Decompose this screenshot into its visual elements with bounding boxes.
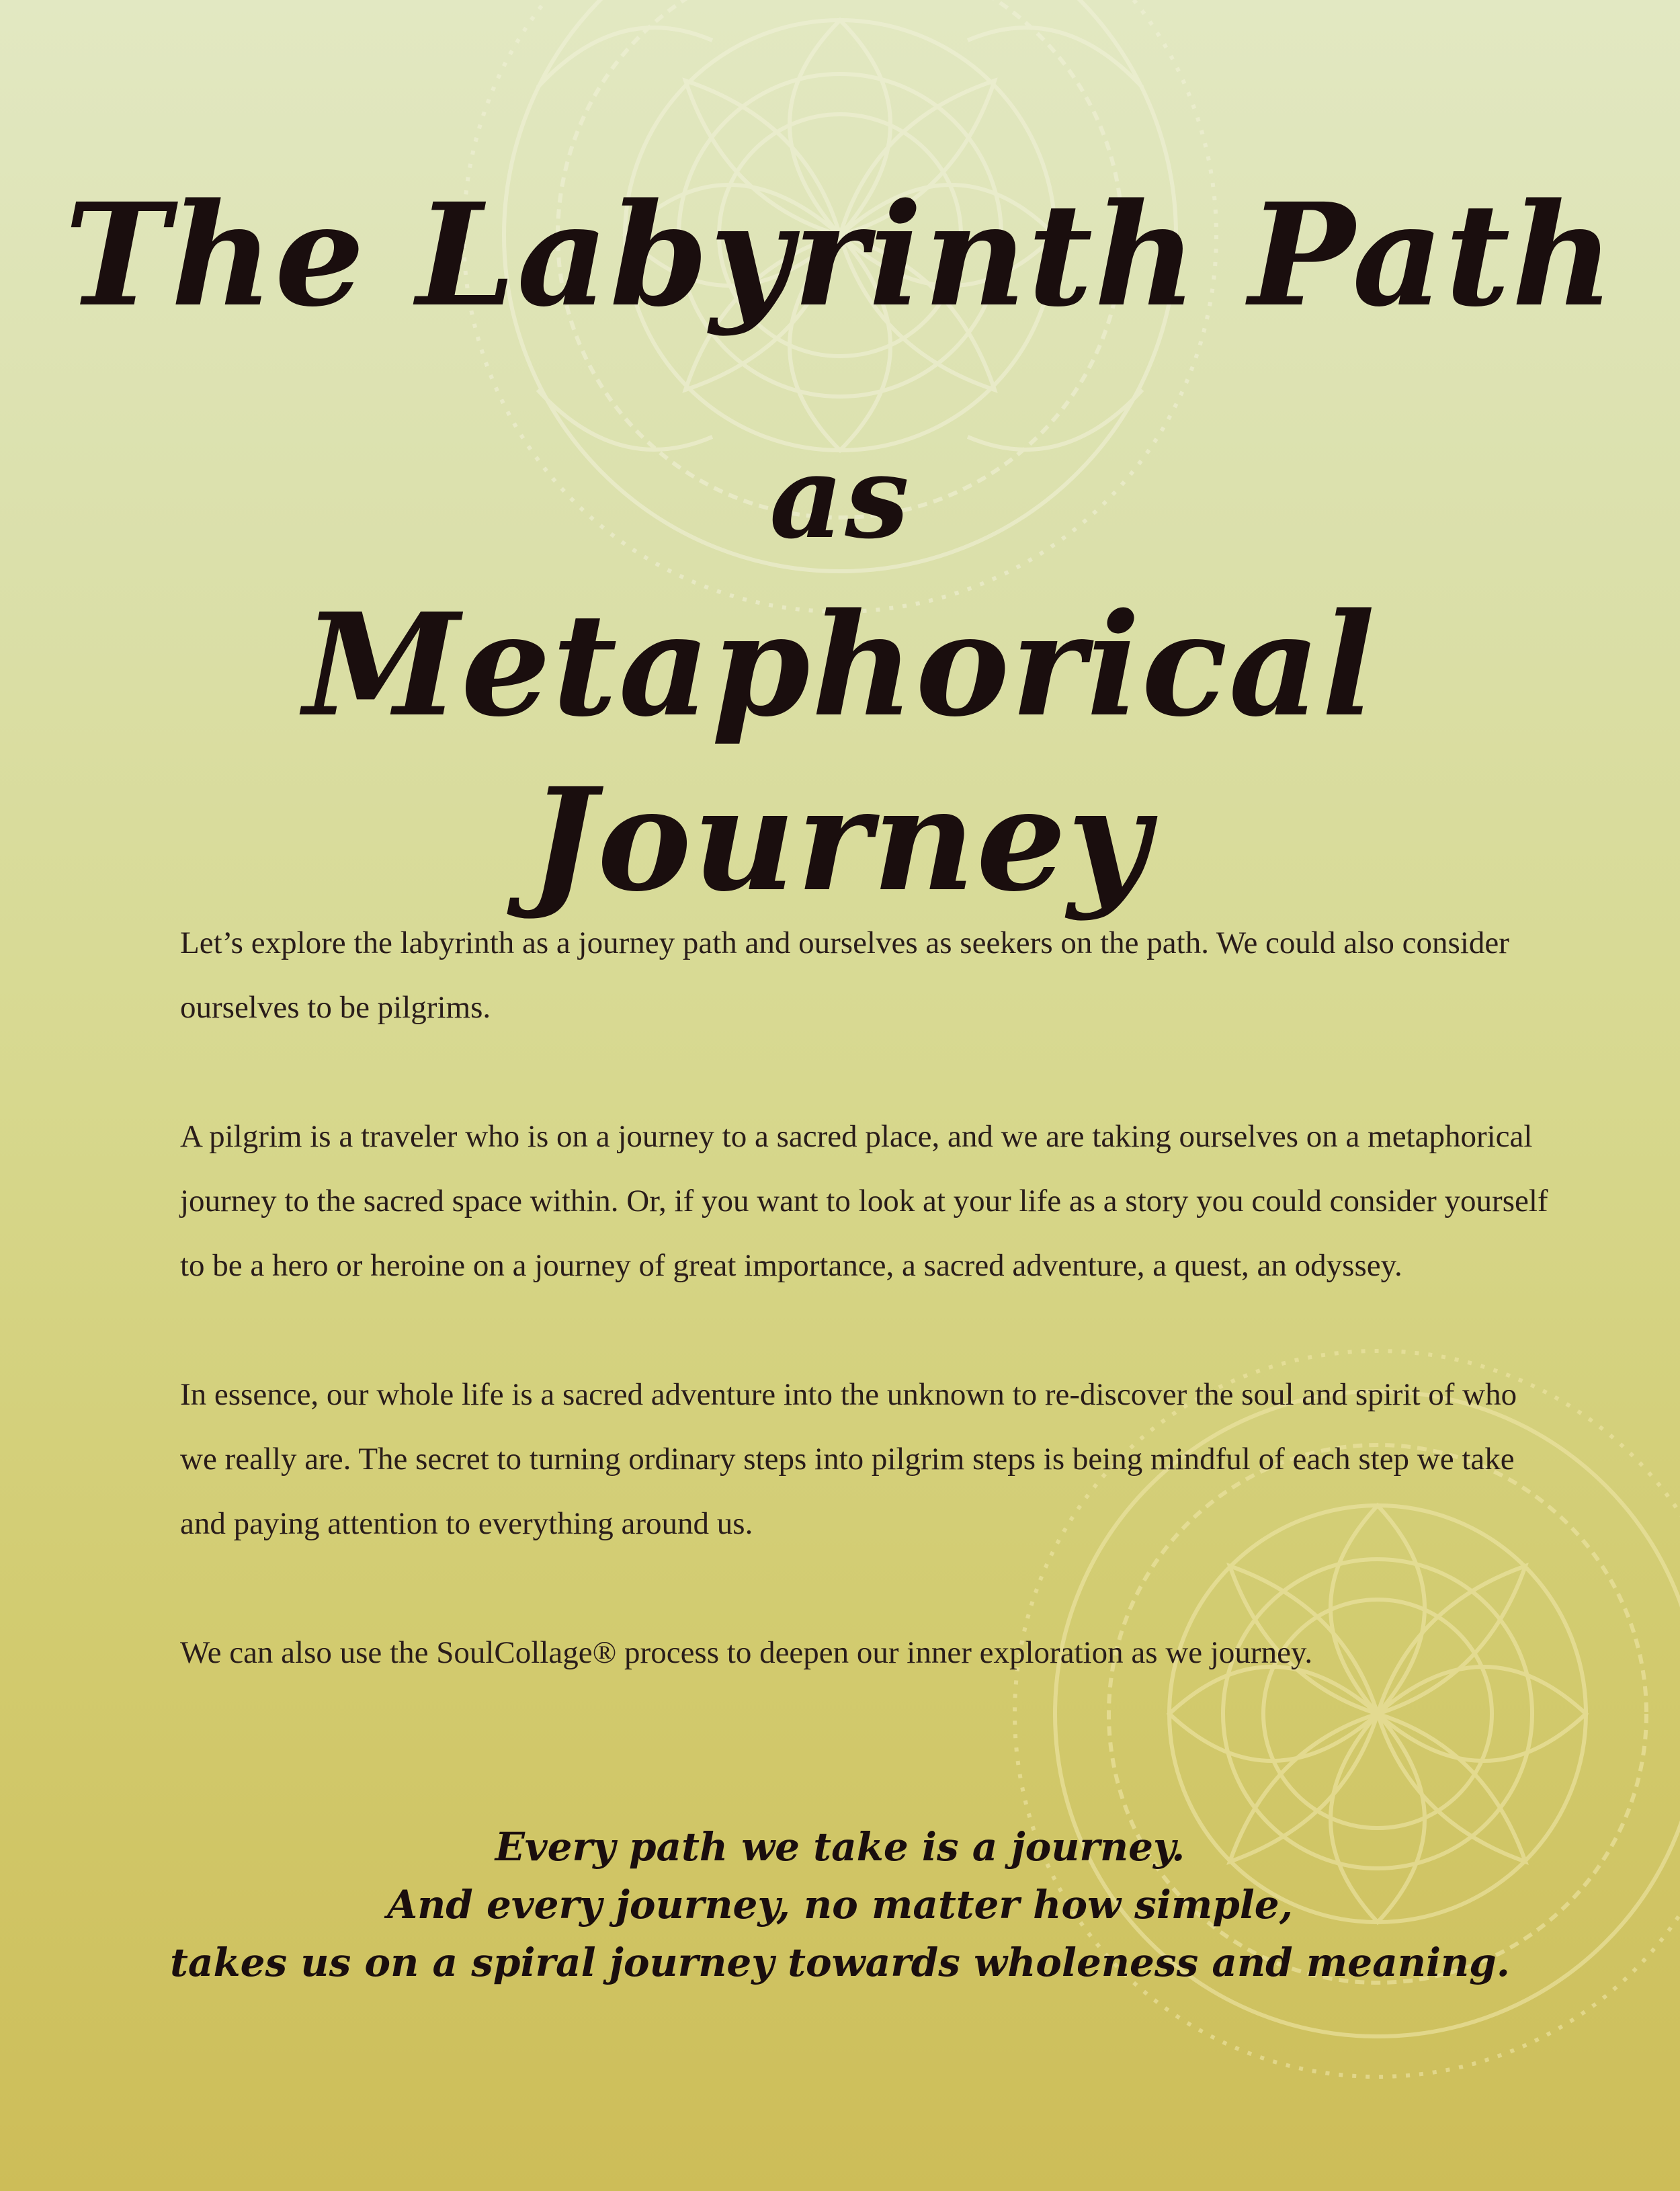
paragraph: A pilgrim is a traveler who is on a journey to a sacred place, and we are taking ourselves on a metaphorical journey to the sacred space within. Or, if you want to look at your life as a story you could consider yourself to be a hero or heroine on a journey of great importance, a sacred adventure, a quest, an odyssey.: [180, 1119, 1548, 1283]
quote-line: takes us on a spiral journey towards wholeness and meaning.: [170, 1940, 1510, 1985]
body-text: [180, 911, 1551, 1749]
page-title: The Labyrinth Path: [64, 172, 1616, 338]
page-title-subtitle: Metaphorical Journey: [303, 582, 1377, 923]
paragraph: In essence, our whole life is a sacred adventure into the unknown to re-discover the soul and spirit of who we really are. The secret to turning ordinary steps into pilgrim steps is being mindful of each step we take and paying attention to everything around us.: [180, 1377, 1517, 1541]
closing-quote: [0, 1818, 1680, 1991]
title-connector: as: [769, 430, 911, 565]
paragraph: Let’s explore the labyrinth as a journey path and ourselves as seekers on the path. We could also consider ourselves to be pilgrims.: [180, 925, 1509, 1025]
quote-line: Every path we take is a journey.: [495, 1824, 1185, 1870]
paragraph: We can also use the SoulCollage® process to deepen our inner exploration as we journey.: [180, 1635, 1313, 1670]
quote-line: And every journey, no matter how simple,: [387, 1882, 1293, 1928]
